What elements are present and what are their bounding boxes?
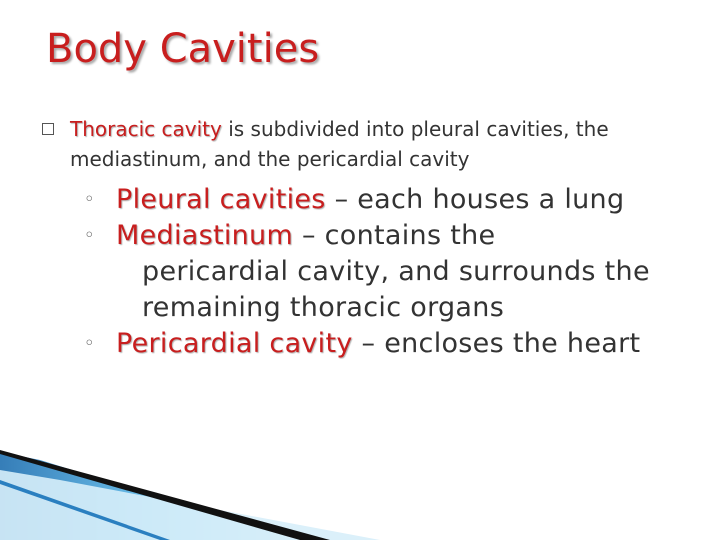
circle-bullet-icon: ◦ [84, 189, 95, 210]
intro-paragraph [70, 114, 690, 174]
subpoint-text: – contains the [293, 220, 496, 251]
slide-body [70, 114, 690, 362]
subpoint-continuation: pericardial cavity, and surrounds the remaining thoracic organs [142, 256, 650, 323]
subpoint-term: Pleural cavities [116, 184, 326, 215]
square-bullet-icon [42, 123, 54, 135]
circle-bullet-icon: ◦ [84, 333, 95, 354]
subpoint-list [70, 182, 690, 362]
circle-bullet-icon: ◦ [84, 225, 95, 246]
list-item [70, 182, 690, 218]
intro-term: Thoracic cavity [70, 117, 222, 141]
slide-title: Body Cavities [46, 26, 320, 72]
decorative-swoosh [0, 440, 720, 540]
subpoint-line [116, 218, 690, 254]
list-item [70, 218, 690, 326]
subpoint-text: – encloses the heart [352, 328, 641, 359]
list-item [70, 326, 690, 362]
subpoint-line [116, 326, 690, 362]
subpoint-text: – each houses a lung [325, 184, 625, 215]
subpoint-term: Mediastinum [116, 220, 294, 251]
subpoint-term: Pericardial cavity [116, 328, 353, 359]
intro-text: is subdivided into pleural cavities, the mediastinum, and the pericardial cavity [70, 117, 609, 171]
subpoint-line [116, 182, 690, 218]
